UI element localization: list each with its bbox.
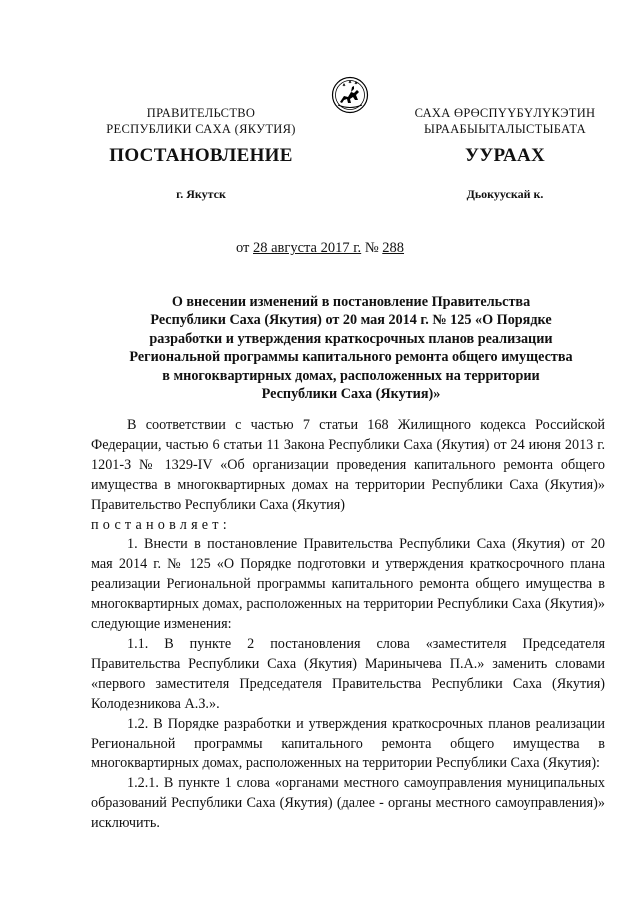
subject-line: Региональной программы капитального ремонта общего имущества	[129, 349, 573, 366]
preamble-paragraph: В соответствии с частью 7 статьи 168 Жилищного кодекса Российской Федерации, частью 6 статьи 11 Закона Республики Саха (Якутия) от 24 июня 2013 г. 1201-З № 1329-IV «Об организации проведения капитального ремонта общего имущества в многоквартирных домах на территории Республики Саха (Якутия)» Правительство Республики Саха (Якутия)	[91, 417, 605, 513]
paragraph-1-2-1: 1.2.1. В пункте 1 слова «органами местного самоуправления муниципальных образований Республики Саха (Якутия) (далее - органы местного самоуправления)» исключить.	[91, 775, 605, 832]
issuer-name-russian	[96, 105, 306, 137]
issuer-line: РЕСПУБЛИКИ САХА (ЯКУТИЯ)	[106, 122, 296, 136]
date-prefix: от	[235, 240, 250, 256]
issuer-line: САХА ӨРӨСПҮҮБҮЛҮКЭТИН	[414, 106, 596, 120]
city-yakut: Дьокуускай к.	[466, 187, 544, 201]
number-prefix: №	[364, 240, 379, 256]
decree-body	[91, 416, 605, 834]
subject-line: Республики Саха (Якутия) от 20 мая 2014 г. № 125 «О Порядке	[150, 312, 552, 329]
document-type-yakut: УУРААХ	[464, 145, 546, 166]
paragraph-1: 1. Внести в постановление Правительства Республики Саха (Якутия) от 20 мая 2014 г. № 125 «О Порядке подготовки и утверждения краткосрочного плана реализации Региональной программы капитального ремонта общего имущества в многоквартирных домах, расположенных на территории Республики Саха (Якутия)» следующие изменения:	[91, 536, 605, 633]
decree-date-number	[0, 240, 640, 257]
decree-word: постановляет:	[91, 516, 231, 533]
subject-line: О внесении изменений в постановление Правительства	[171, 294, 531, 310]
issuer-name-yakut	[390, 105, 620, 137]
subject-line: в многоквартирных домах, расположенных на территории	[162, 367, 540, 384]
issuer-line: ЫРААБЫЫТАЛЫСТЫБАТА	[424, 122, 586, 136]
issuer-line: ПРАВИТЕЛЬСТВО	[146, 106, 256, 120]
subject-line: Республики Саха (Якутия)»	[261, 386, 441, 403]
document-type-russian: ПОСТАНОВЛЕНИЕ	[109, 145, 293, 166]
decree-date: 28 августа 2017 г.	[253, 240, 362, 256]
subject-line: разработки и утверждения краткосрочных планов реализации	[149, 330, 553, 347]
paragraph-1-2: 1.2. В Порядке разработки и утверждения краткосрочных планов реализации Региональной программы капитального ремонта общего имущества в многоквартирных домах, расположенных на территории Республики Саха (Якутия):	[91, 715, 605, 772]
city-russian: г. Якутск	[176, 187, 226, 201]
paragraph-1-1: 1.1. В пункте 2 постановления слова «заместителя Председателя Правительства Республики Саха (Якутия) Маринычева П.А.» заменить словами «первого заместителя Председателя Правительства Республики Саха (Якутия) Колодезникова А.З.».	[91, 635, 605, 712]
decree-number: 288	[382, 240, 405, 256]
coat-of-arms-icon	[331, 76, 369, 114]
decree-subject	[96, 293, 606, 403]
